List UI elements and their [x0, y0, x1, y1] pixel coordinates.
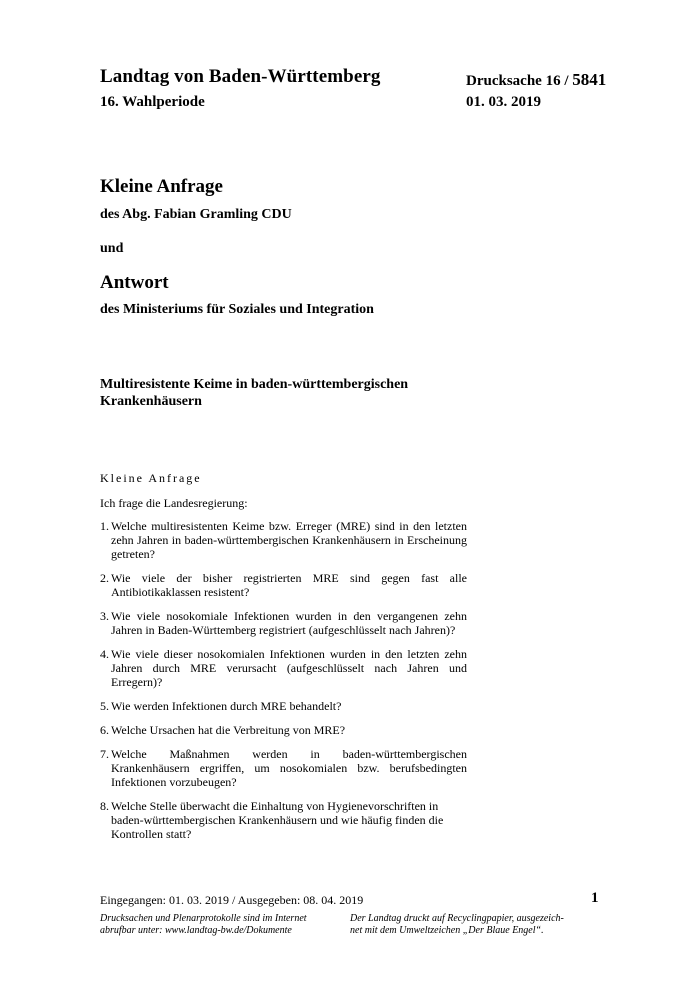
question-item	[100, 747, 467, 789]
question-item	[100, 723, 467, 737]
question-item	[100, 519, 467, 561]
intro-text: Ich frage die Landesregierung:	[100, 496, 248, 510]
wahlperiode: 16. Wahlperiode	[100, 94, 205, 110]
question-text: Welche Maßnahmen werden in baden-württembergischen Krankenhäusern ergriffen, um nosokomialen bzw. berufsbedingten Infektionen vorzubeugen?	[111, 747, 467, 789]
antwort-heading: Antwort	[100, 272, 169, 293]
question-item	[100, 699, 467, 713]
section-label: Kleine Anfrage	[100, 471, 202, 485]
parliament-name: Landtag von Baden-Württemberg	[100, 66, 381, 87]
author-line: des Abg. Fabian Gramling CDU	[100, 207, 292, 222]
footer-note-recycling-line-1: Der Landtag druckt auf Recyclingpapier, ausgezeich-	[350, 913, 564, 924]
document-date: 01. 03. 2019	[466, 94, 541, 110]
question-number: 3.	[100, 609, 109, 623]
question-number: 7.	[100, 747, 109, 761]
footer-note-recycling	[350, 913, 610, 937]
question-text: Wie viele nosokomiale Infektionen wurden in den vergangenen zehn Jahren in Baden-Württemberg registriert (aufgeschlüsselt nach Jahren)?	[111, 609, 467, 637]
footer-note-internet-line-2: abrufbar unter: www.landtag-bw.de/Dokumente	[100, 925, 292, 936]
subject-line-1: Multiresistente Keime in baden-württembergischen	[100, 377, 409, 392]
question-text: Welche multiresistenten Keime bzw. Erreger (MRE) sind in den letzten zehn Jahren in baden-württembergischen Krankenhäusern in Erscheinung getreten?	[111, 519, 467, 561]
footer-dates: Eingegangen: 01. 03. 2019 / Ausgegeben: 08. 04. 2019	[100, 893, 364, 907]
question-number: 4.	[100, 647, 109, 661]
question-list	[100, 519, 467, 851]
question-item	[100, 609, 467, 637]
drucksache-number: 5841	[572, 70, 607, 89]
footer-note-internet	[100, 913, 340, 937]
drucksache-prefix: Drucksache 16 /	[466, 73, 573, 89]
subject-line-2: Krankenhäusern	[100, 394, 202, 409]
ministry-line: des Ministeriums für Soziales und Integration	[100, 302, 374, 317]
subject-title	[100, 376, 480, 410]
question-text: Wie viele dieser nosokomialen Infektionen wurden in den letzten zehn Jahren durch MRE verursacht (aufgeschlüsselt nach Jahren und Erregern)?	[111, 647, 467, 689]
question-number: 2.	[100, 571, 109, 585]
question-item	[100, 647, 467, 689]
question-text: Welche Ursachen hat die Verbreitung von MRE?	[111, 723, 346, 737]
question-item	[100, 571, 467, 599]
question-text: Wie werden Infektionen durch MRE behandelt?	[111, 699, 342, 713]
und-line: und	[100, 241, 124, 256]
footer-note-recycling-line-2: net mit dem Umweltzeichen „Der Blaue Engel“.	[350, 925, 544, 936]
question-number: 8.	[100, 799, 109, 813]
question-item	[100, 799, 467, 841]
question-text: Welche Stelle überwacht die Einhaltung von Hygienevorschriften in baden-württembergischen Krankenhäusern und wie häufig finden die Kontrollen statt?	[111, 799, 444, 841]
footer-note-internet-line-1: Drucksachen und Plenarprotokolle sind im Internet	[100, 913, 307, 924]
question-text: Wie viele der bisher registrierten MRE sind gegen fast alle Antibiotikaklassen resistent?	[111, 571, 467, 599]
page-number: 1	[591, 890, 599, 906]
question-number: 5.	[100, 699, 109, 713]
question-number: 1.	[100, 519, 109, 533]
kleine-anfrage-heading: Kleine Anfrage	[100, 176, 223, 197]
question-number: 6.	[100, 723, 109, 737]
drucksache-label	[466, 70, 606, 90]
